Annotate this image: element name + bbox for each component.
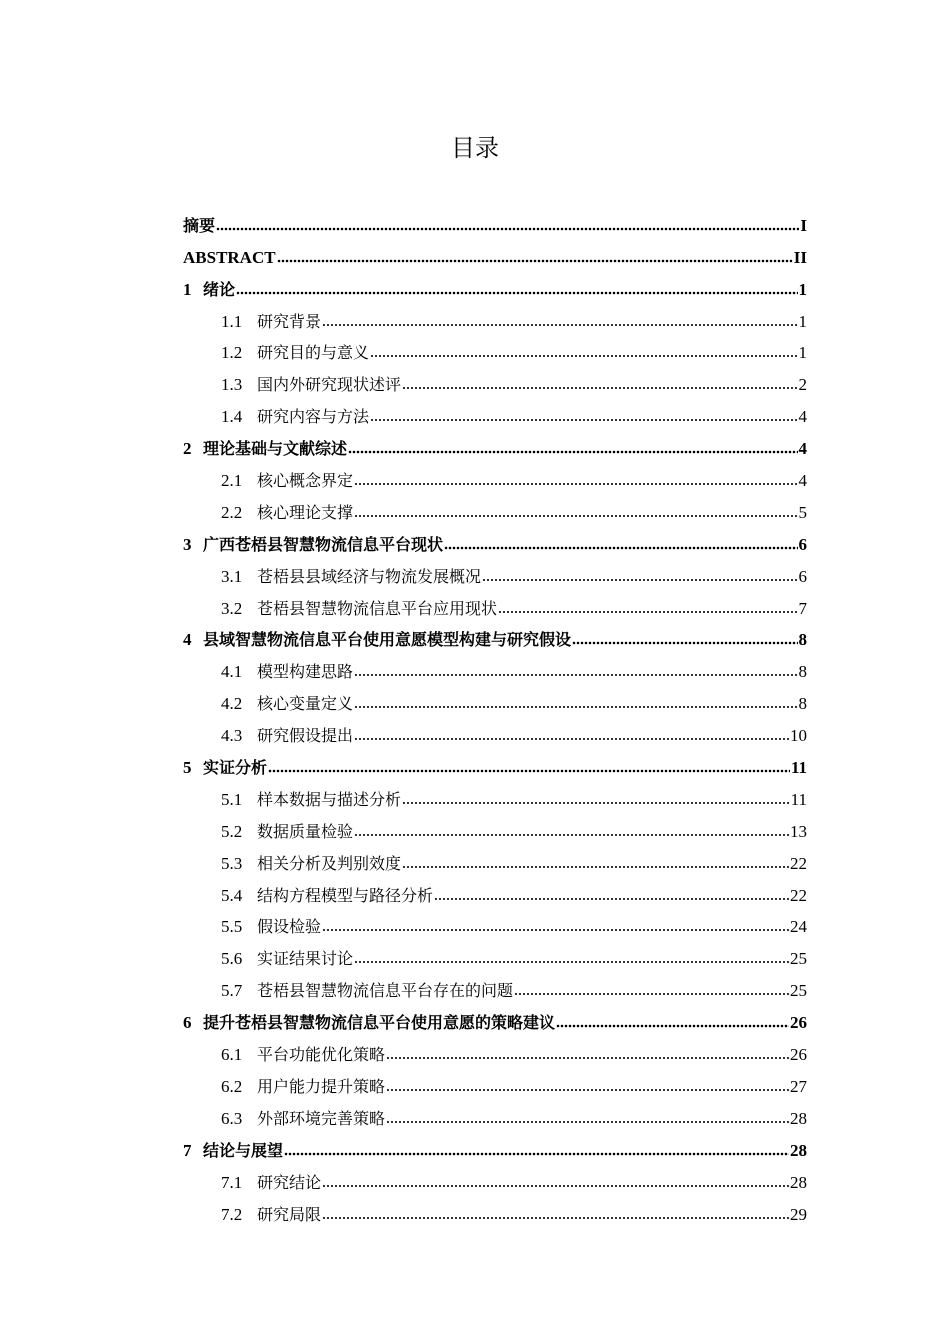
toc-entry-page-number: 26 bbox=[790, 1045, 807, 1065]
toc-entry[interactable] bbox=[183, 1001, 807, 1033]
toc-entry-page-number: 6 bbox=[798, 566, 807, 586]
toc-entry-number: 4.2 bbox=[221, 694, 243, 714]
toc-entry-page-number: 8 bbox=[798, 662, 807, 682]
toc-entry-page-number: 27 bbox=[790, 1076, 807, 1096]
dot-leader bbox=[386, 1088, 789, 1092]
toc-entry-number: 5.2 bbox=[221, 821, 243, 841]
toc-entry-number: 5.7 bbox=[221, 981, 243, 1001]
toc-entry-title: 相关分析及判别效度 bbox=[257, 853, 402, 873]
toc-entry-title: 平台功能优化策略 bbox=[257, 1045, 386, 1065]
toc-entry-title: 假设检验 bbox=[257, 917, 322, 937]
toc-entry-page-number: 1 bbox=[798, 279, 807, 299]
dot-leader bbox=[216, 227, 799, 231]
dot-leader bbox=[482, 578, 797, 582]
toc-entry-title: 国内外研究现状述评 bbox=[257, 375, 402, 395]
toc-entry[interactable] bbox=[183, 236, 807, 268]
toc-entry-title: 理论基础与文献综述 bbox=[203, 439, 348, 459]
dot-leader bbox=[322, 928, 789, 932]
dot-leader bbox=[322, 1184, 789, 1188]
dot-leader bbox=[354, 833, 789, 837]
dot-leader bbox=[370, 418, 797, 422]
toc-entry-number: 3.1 bbox=[221, 566, 243, 586]
toc-entry-number: 6.1 bbox=[221, 1045, 243, 1065]
toc-entry-number: 4 bbox=[183, 630, 192, 650]
toc-entry-number: 5.3 bbox=[221, 853, 243, 873]
dot-leader bbox=[434, 897, 789, 901]
toc-entry-number: 1 bbox=[183, 279, 192, 299]
toc-entry[interactable] bbox=[183, 491, 807, 523]
toc-entry-number: 7.2 bbox=[221, 1204, 243, 1224]
toc-entry[interactable] bbox=[183, 714, 807, 746]
dot-leader bbox=[498, 610, 797, 614]
dot-leader bbox=[322, 323, 797, 327]
toc-entry-page-number: II bbox=[793, 247, 807, 267]
toc-entry-page-number: 10 bbox=[790, 726, 807, 746]
toc-entry-title: 苍梧县县域经济与物流发展概况 bbox=[257, 566, 482, 586]
toc-entry[interactable] bbox=[183, 268, 807, 300]
toc-entry-number: 3.2 bbox=[221, 598, 243, 618]
toc-entry-page-number: 11 bbox=[790, 758, 807, 778]
dot-leader bbox=[402, 386, 797, 390]
toc-entry-number: 5 bbox=[183, 758, 192, 778]
dot-leader bbox=[284, 1152, 789, 1156]
toc-entry-title: 县域智慧物流信息平台使用意愿模型构建与研究假设 bbox=[203, 630, 572, 650]
toc-entry-number: 5.1 bbox=[221, 789, 243, 809]
dot-leader bbox=[402, 865, 789, 869]
toc-entry[interactable] bbox=[183, 363, 807, 395]
toc-entry[interactable] bbox=[183, 682, 807, 714]
toc-entry-title: ABSTRACT bbox=[183, 247, 276, 267]
toc-entry-page-number: 2 bbox=[798, 375, 807, 395]
dot-leader bbox=[268, 769, 790, 773]
table-of-contents bbox=[183, 204, 807, 1225]
toc-entry-number: 3 bbox=[183, 534, 192, 554]
toc-entry-title: 结构方程模型与路径分析 bbox=[257, 885, 434, 905]
toc-entry-page-number: 11 bbox=[790, 789, 807, 809]
dot-leader bbox=[236, 291, 797, 295]
toc-entry[interactable] bbox=[183, 1033, 807, 1065]
toc-entry[interactable] bbox=[183, 300, 807, 332]
toc-entry-title: 用户能力提升策略 bbox=[257, 1076, 386, 1096]
dot-leader bbox=[354, 737, 789, 741]
toc-entry[interactable] bbox=[183, 650, 807, 682]
toc-entry-page-number: 22 bbox=[790, 885, 807, 905]
toc-entry-title: 数据质量检验 bbox=[257, 821, 354, 841]
toc-entry[interactable] bbox=[183, 1097, 807, 1129]
toc-entry[interactable] bbox=[183, 969, 807, 1001]
toc-entry[interactable] bbox=[183, 1161, 807, 1193]
toc-entry-number: 1.4 bbox=[221, 407, 243, 427]
toc-entry-title: 苍梧县智慧物流信息平台存在的问题 bbox=[257, 981, 514, 1001]
dot-leader bbox=[556, 1024, 789, 1028]
toc-entry-title: 核心概念界定 bbox=[257, 471, 354, 491]
toc-entry-page-number: 1 bbox=[798, 343, 807, 363]
page-title: 目录 bbox=[451, 134, 499, 162]
toc-entry[interactable] bbox=[183, 937, 807, 969]
toc-entry-page-number: 28 bbox=[790, 1108, 807, 1128]
toc-entry-page-number: 4 bbox=[798, 439, 807, 459]
toc-entry-title: 结论与展望 bbox=[203, 1140, 284, 1160]
toc-entry-title: 广西苍梧县智慧物流信息平台现状 bbox=[203, 534, 444, 554]
toc-entry-page-number: 4 bbox=[798, 471, 807, 491]
toc-entry-page-number: 5 bbox=[798, 502, 807, 522]
toc-entry[interactable] bbox=[183, 332, 807, 364]
toc-entry-title: 研究局限 bbox=[257, 1204, 322, 1224]
dot-leader bbox=[348, 450, 797, 454]
toc-entry-title: 样本数据与描述分析 bbox=[257, 789, 402, 809]
toc-entry[interactable] bbox=[183, 842, 807, 874]
toc-entry[interactable] bbox=[183, 874, 807, 906]
toc-entry-number: 6.2 bbox=[221, 1076, 243, 1096]
dot-leader bbox=[514, 992, 789, 996]
toc-entry-page-number: 29 bbox=[790, 1204, 807, 1224]
toc-entry[interactable] bbox=[183, 427, 807, 459]
toc-entry-title: 苍梧县智慧物流信息平台应用现状 bbox=[257, 598, 498, 618]
toc-entry-title: 核心变量定义 bbox=[257, 694, 354, 714]
toc-entry-title: 实证结果讨论 bbox=[257, 949, 354, 969]
toc-entry-page-number: I bbox=[800, 215, 807, 235]
toc-entry-number: 1.1 bbox=[221, 311, 243, 331]
toc-entry-title: 实证分析 bbox=[203, 758, 268, 778]
toc-entry[interactable] bbox=[183, 523, 807, 555]
toc-entry[interactable] bbox=[183, 395, 807, 427]
dot-leader bbox=[386, 1056, 789, 1060]
toc-entry-title: 研究假设提出 bbox=[257, 726, 354, 746]
toc-entry-page-number: 1 bbox=[798, 311, 807, 331]
toc-entry-number: 2.2 bbox=[221, 502, 243, 522]
dot-leader bbox=[572, 641, 797, 645]
toc-entry-title: 研究内容与方法 bbox=[257, 407, 370, 427]
toc-entry[interactable] bbox=[183, 1193, 807, 1225]
toc-entry-title: 绪论 bbox=[203, 279, 236, 299]
toc-entry-page-number: 8 bbox=[798, 630, 807, 650]
dot-leader bbox=[277, 259, 793, 263]
toc-entry-title: 研究结论 bbox=[257, 1172, 322, 1192]
toc-entry-title: 研究目的与意义 bbox=[257, 343, 370, 363]
dot-leader bbox=[354, 482, 797, 486]
toc-entry[interactable] bbox=[183, 810, 807, 842]
dot-leader bbox=[322, 1216, 789, 1220]
toc-entry-number: 6 bbox=[183, 1013, 192, 1033]
toc-entry-page-number: 28 bbox=[790, 1172, 807, 1192]
toc-entry-page-number: 28 bbox=[790, 1140, 807, 1160]
dot-leader bbox=[354, 960, 789, 964]
toc-entry-title: 研究背景 bbox=[257, 311, 322, 331]
toc-entry[interactable] bbox=[183, 906, 807, 938]
toc-entry[interactable] bbox=[183, 778, 807, 810]
toc-entry-page-number: 8 bbox=[798, 694, 807, 714]
toc-entry-page-number: 13 bbox=[790, 821, 807, 841]
toc-entry-page-number: 24 bbox=[790, 917, 807, 937]
toc-entry-number: 5.5 bbox=[221, 917, 243, 937]
toc-entry[interactable] bbox=[183, 459, 807, 491]
toc-entry-page-number: 6 bbox=[798, 534, 807, 554]
dot-leader bbox=[444, 546, 797, 550]
toc-entry-title: 外部环境完善策略 bbox=[257, 1108, 386, 1128]
toc-entry-number: 2.1 bbox=[221, 471, 243, 491]
dot-leader bbox=[386, 1120, 789, 1124]
toc-entry-number: 4.3 bbox=[221, 726, 243, 746]
toc-entry-title: 摘要 bbox=[183, 215, 216, 235]
toc-entry-number: 1.2 bbox=[221, 343, 243, 363]
toc-entry-number: 5.6 bbox=[221, 949, 243, 969]
toc-entry-number: 7.1 bbox=[221, 1172, 243, 1192]
toc-entry-title: 提升苍梧县智慧物流信息平台使用意愿的策略建议 bbox=[203, 1013, 556, 1033]
toc-entry[interactable] bbox=[183, 1129, 807, 1161]
toc-entry-page-number: 25 bbox=[790, 981, 807, 1001]
toc-entry-title: 核心理论支撑 bbox=[257, 502, 354, 522]
dot-leader bbox=[402, 801, 790, 805]
toc-entry-number: 6.3 bbox=[221, 1108, 243, 1128]
toc-entry-page-number: 4 bbox=[798, 407, 807, 427]
toc-entry-page-number: 25 bbox=[790, 949, 807, 969]
toc-entry[interactable] bbox=[183, 587, 807, 619]
toc-entry[interactable] bbox=[183, 619, 807, 651]
toc-entry-number: 4.1 bbox=[221, 662, 243, 682]
dot-leader bbox=[354, 705, 797, 709]
dot-leader bbox=[354, 514, 797, 518]
toc-entry-number: 2 bbox=[183, 439, 192, 459]
toc-entry-number: 5.4 bbox=[221, 885, 243, 905]
toc-entry[interactable] bbox=[183, 1065, 807, 1097]
toc-entry-page-number: 26 bbox=[790, 1013, 807, 1033]
toc-entry[interactable] bbox=[183, 204, 807, 236]
dot-leader bbox=[370, 354, 797, 358]
toc-entry[interactable] bbox=[183, 746, 807, 778]
toc-entry[interactable] bbox=[183, 555, 807, 587]
dot-leader bbox=[354, 673, 797, 677]
toc-entry-number: 7 bbox=[183, 1140, 192, 1160]
toc-entry-page-number: 22 bbox=[790, 853, 807, 873]
toc-entry-page-number: 7 bbox=[798, 598, 807, 618]
toc-entry-title: 模型构建思路 bbox=[257, 662, 354, 682]
toc-entry-number: 1.3 bbox=[221, 375, 243, 395]
